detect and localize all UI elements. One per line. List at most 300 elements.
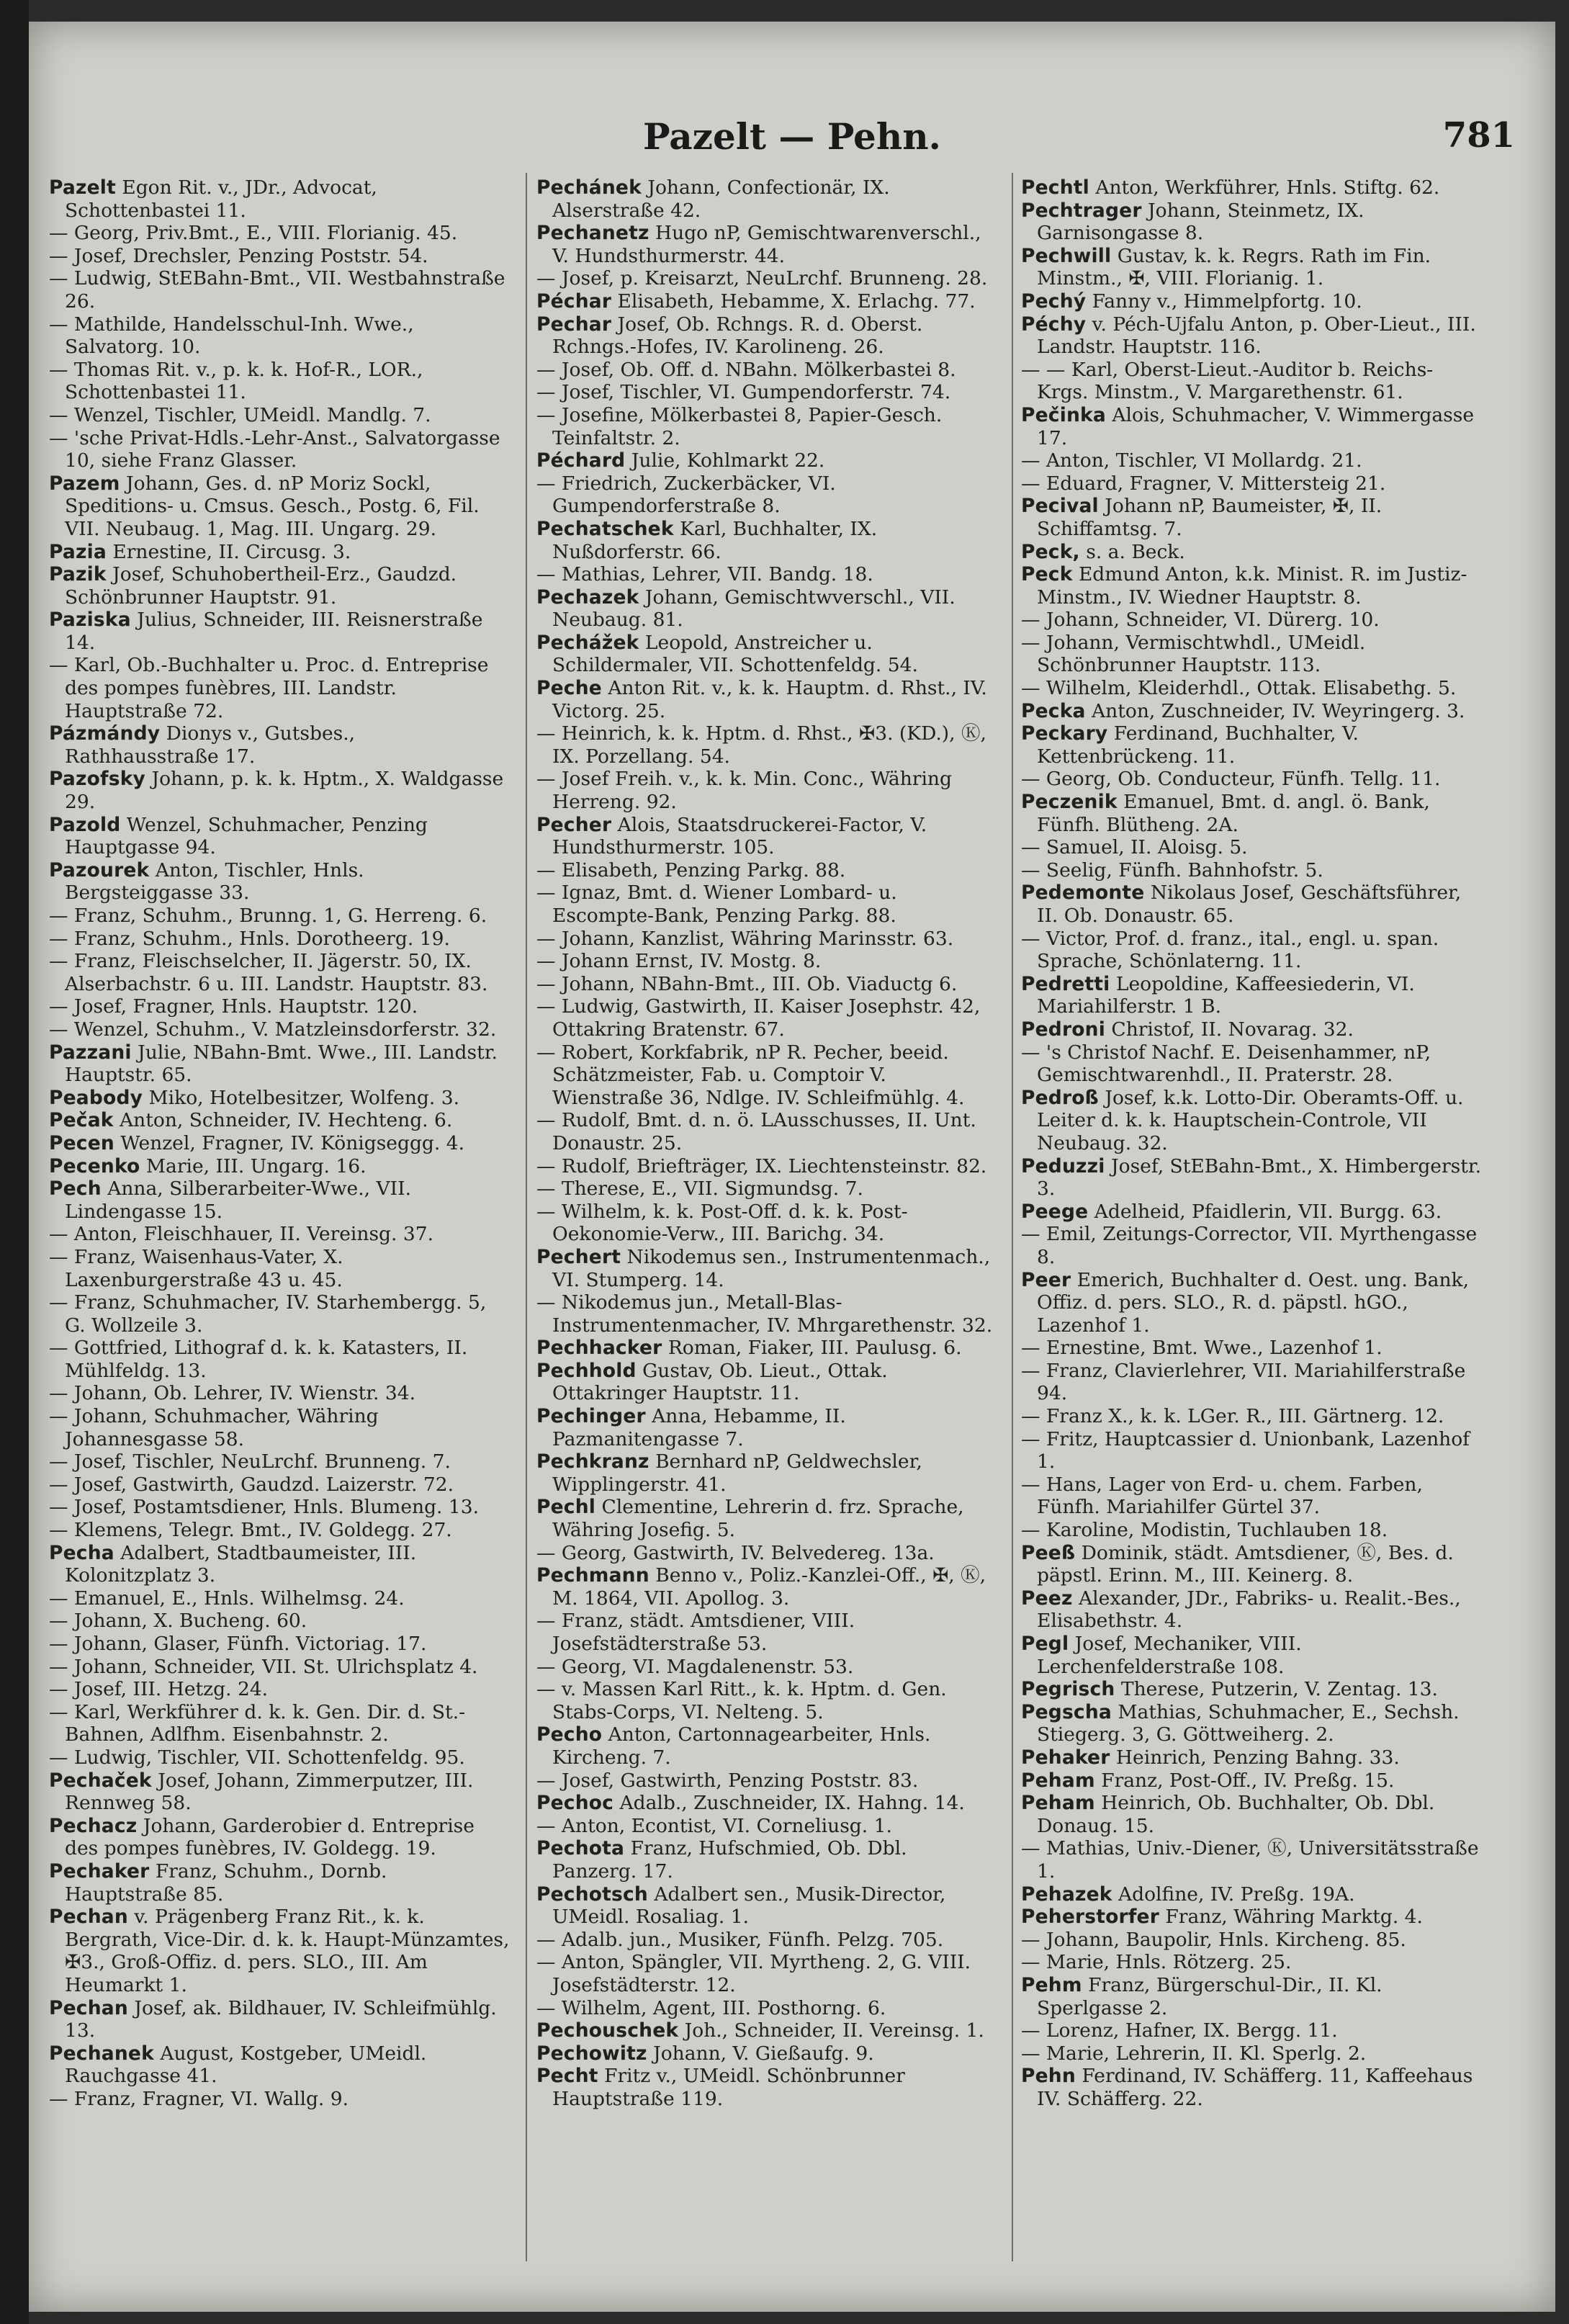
entry-surname: Pechánek <box>536 176 642 199</box>
directory-entry <box>536 2042 997 2065</box>
left-edge-shadow <box>0 0 29 2324</box>
directory-entry <box>1021 1041 1482 1087</box>
entry-details: Bernhard nP, Geldwechsler, Wipplingerstr. 41. <box>552 1450 922 1496</box>
entry-details: Roman, Fiaker, III. Paulusg. 6. <box>662 1337 962 1360</box>
entry-details: — Wilhelm, Kleiderhdl., Ottak. Elisabethg. 5. <box>1021 677 1457 700</box>
directory-entry <box>1021 881 1482 927</box>
entry-surname: Peherstorfer <box>1021 1906 1159 1929</box>
directory-entry <box>1021 1405 1482 1428</box>
entry-details: — Mathilde, Handelsschul-Inh. Wwe., Salvatorg. 10. <box>49 313 414 359</box>
directory-entry <box>49 1041 510 1087</box>
entry-details: Leopold, Anstreicher u. Schildermaler, VII. Schottenfeldg. 54. <box>552 631 918 677</box>
entry-surname: Pechoc <box>536 1792 614 1815</box>
directory-entry <box>536 518 997 563</box>
entry-surname: Pechotsch <box>536 1883 648 1906</box>
entry-details: — Robert, Korkfabrik, nP R. Pecher, beeid. Schätzmeister, Fab. u. Comptoir V. Wienstraße 36, Ndlge. IV. Schleifmühlg. 4. <box>536 1041 965 1109</box>
entry-surname: Peche <box>536 677 602 700</box>
directory-entry <box>1021 973 1482 1018</box>
entry-details: August, Kostgeber, UMeidl. Rauchgasse 41. <box>65 2042 427 2088</box>
entry-details: — Josef, III. Hetzg. 24. <box>49 1678 269 1701</box>
directory-entry <box>536 1997 997 2020</box>
directory-entry <box>49 928 510 951</box>
directory-entry <box>1021 1587 1482 1633</box>
directory-entry <box>1021 313 1482 359</box>
entry-surname: Pecher <box>536 813 612 836</box>
entry-details: — Johann, NBahn-Bmt., III. Ob. Viaductg 6. <box>536 972 958 995</box>
entry-details: — Johann, X. Bucheng. 60. <box>49 1610 307 1633</box>
directory-entry <box>1021 791 1482 836</box>
entry-details: — Johann, Schneider, VI. Dürerg. 10. <box>1021 609 1380 632</box>
entry-surname: Pegrisch <box>1021 1678 1115 1701</box>
entry-surname: Péchy <box>1021 313 1087 336</box>
entry-details: — Thomas Rit. v., p. k. k. Hof-R., LOR., Schottenbastei 11. <box>49 358 423 404</box>
directory-entry <box>1021 768 1482 791</box>
directory-entry <box>536 973 997 996</box>
directory-entry <box>536 313 997 359</box>
directory-entry <box>1021 1746 1482 1769</box>
directory-entry <box>536 2065 997 2110</box>
entry-details: — Therese, E., VII. Sigmundsg. 7. <box>536 1177 863 1201</box>
directory-entry <box>49 427 510 472</box>
entry-surname: Pechkranz <box>536 1450 649 1473</box>
entry-details: s. a. Beck. <box>1079 540 1185 563</box>
directory-entry <box>49 222 510 245</box>
directory-entry <box>1021 1473 1482 1519</box>
entry-details: Nikodemus sen., Instrumentenmach., VI. Stumperg. 14. <box>552 1245 991 1291</box>
directory-entry <box>49 359 510 404</box>
entry-details: Ferdinand, Buchhalter, V. Kettenbrückeng. 11. <box>1037 722 1359 768</box>
directory-entry <box>536 563 997 586</box>
column-left <box>49 176 510 2110</box>
entry-details: Alois, Staatsdruckerei-Factor, V. Hundsthurmerstr. 105. <box>552 813 927 859</box>
entry-details: — Wenzel, Schuhm., V. Matzleinsdorferstr. 32. <box>49 1018 497 1041</box>
entry-surname: Pedretti <box>1021 972 1110 995</box>
entry-details: Josef, Mechaniker, VIII. Lerchenfelderstraße 108. <box>1037 1633 1302 1678</box>
directory-entry <box>1021 1929 1482 1952</box>
entry-details: — Josef, Drechsler, Penzing Poststr. 54. <box>49 244 428 267</box>
directory-entry <box>1021 176 1482 199</box>
entry-surname: Pechaker <box>49 1859 150 1883</box>
entry-details: Josef, k.k. Lotto-Dir. Oberamts-Off. u. Leiter d. k. k. Hauptschein-Controle, VII Neubaug. 32. <box>1037 1086 1464 1154</box>
entry-surname: Pazzani <box>49 1041 132 1064</box>
entry-surname: Peer <box>1021 1268 1071 1291</box>
entry-surname: Pehaker <box>1021 1746 1110 1769</box>
directory-entry <box>1021 1201 1482 1224</box>
entry-surname: Pecen <box>49 1131 114 1154</box>
directory-entry <box>1021 1906 1482 1929</box>
entry-surname: Pechan <box>49 1996 128 2019</box>
directory-entry <box>49 245 510 268</box>
directory-entry <box>1021 1542 1482 1587</box>
entry-details: — Seelig, Fünfh. Bahnhofstr. 5. <box>1021 858 1323 881</box>
entry-details: — Ludwig, StEBahn-Bmt., VII. Westbahnstraße 26. <box>49 267 505 313</box>
directory-entry <box>1021 1087 1482 1155</box>
directory-entry <box>49 176 510 222</box>
directory-entry <box>1021 245 1482 290</box>
entry-surname: Peabody <box>49 1086 143 1109</box>
entry-details: Adelheid, Pfaidlerin, VII. Burgg. 63. <box>1088 1200 1442 1223</box>
entry-details: Franz, Hufschmied, Ob. Dbl. Panzerg. 17. <box>552 1837 907 1883</box>
directory-entry <box>1021 1769 1482 1793</box>
entry-details: Hugo nP, Gemischtwarenverschl., V. Hundsthurmerstr. 44. <box>552 222 981 267</box>
directory-entry <box>536 1360 997 1405</box>
entry-details: — Franz, Schuhm., Brunng. 1, G. Herreng. 6. <box>49 905 487 927</box>
directory-entry <box>536 768 997 813</box>
entry-details: v. Prägenberg Franz Rit., k. k. Bergrath, Vice-Dir. d. k. k. Haupt-Münzamtes, ✠3., Groß-Offiz. d. pers. SLO., III. Am Heumarkt 1. <box>65 1906 510 1996</box>
entry-surname: Peege <box>1021 1200 1089 1223</box>
entry-details: Karl, Buchhalter, IX. Nußdorferstr. 66. <box>552 517 878 563</box>
entry-details: Johann, Ges. d. nP Moriz Sockl, Speditions- u. Cmsus. Gesch., Postg. 6, Fil. VII. Neubaug. 1, Mag. III. Ungarg. 29. <box>65 472 480 540</box>
entry-details: — — Karl, Oberst-Lieut.-Auditor b. Reichs-Krgs. Minstm., V. Margarethenstr. 61. <box>1021 358 1434 404</box>
entry-details: — Ludwig, Tischler, VII. Schottenfeldg. 95. <box>49 1746 465 1769</box>
directory-entry <box>536 1837 997 1883</box>
entry-surname: Peham <box>1021 1769 1095 1792</box>
entry-details: — Klemens, Telegr. Bmt., IV. Goldegg. 27. <box>49 1519 452 1542</box>
entry-details: Johann, p. k. k. Hptm., X. Waldgasse 29. <box>65 768 504 814</box>
directory-entry <box>49 654 510 722</box>
entry-details: Clementine, Lehrerin d. frz. Sprache, Währing Josefig. 5. <box>552 1496 964 1542</box>
directory-entry <box>1021 495 1482 540</box>
entry-surname: Pechážek <box>536 631 639 654</box>
entry-details: — Ernestine, Bmt. Wwe., Lazenhof 1. <box>1021 1337 1383 1360</box>
directory-entry <box>1021 199 1482 245</box>
entry-surname: Paziska <box>49 609 131 632</box>
directory-entry <box>536 1815 997 1838</box>
entry-surname: Pechmann <box>536 1564 649 1587</box>
entry-details: Johann, Garderobier d. Entreprise des pompes funèbres, IV. Goldegg. 19. <box>65 1814 475 1860</box>
entry-details: Miko, Hotelbesitzer, Wolfeng. 3. <box>143 1086 460 1109</box>
directory-entry <box>536 1450 997 1496</box>
directory-entry <box>536 1291 997 1337</box>
entry-surname: Pechanetz <box>536 222 649 245</box>
directory-entry <box>536 1951 997 1996</box>
entry-details: — Franz X., k. k. LGer. R., III. Gärtnerg. 12. <box>1021 1405 1444 1428</box>
directory-entry <box>1021 836 1482 859</box>
entry-surname: Pechanek <box>49 2042 154 2065</box>
entry-details: — Georg, Priv.Bmt., E., VIII. Florianig. 45. <box>49 222 458 245</box>
entry-details: — Johann, Kanzlist, Währing Marinsstr. 63. <box>536 927 954 950</box>
entry-surname: Pecival <box>1021 495 1099 518</box>
entry-surname: Pechacz <box>49 1814 138 1837</box>
directory-entry <box>536 290 997 313</box>
entry-details: Fritz v., UMeidl. Schönbrunner Hauptstraße 119. <box>552 2065 905 2110</box>
entry-surname: Pechowitz <box>536 2042 647 2065</box>
directory-entry <box>49 1542 510 1587</box>
entry-details: — Friedrich, Zuckerbäcker, VI. Gumpendorferstraße 8. <box>536 472 836 518</box>
entry-surname: Peez <box>1021 1587 1073 1610</box>
entry-details: Anton, Zuschneider, IV. Weyringerg. 3. <box>1085 699 1465 722</box>
entry-details: — Franz, Schuhmacher, IV. Starhembergg. 5, G. Wollzeile 3. <box>49 1291 487 1337</box>
directory-entry <box>536 1723 997 1769</box>
entry-details: — Wilhelm, Agent, III. Posthorng. 6. <box>536 1996 886 2019</box>
directory-entry <box>1021 928 1482 973</box>
directory-entry <box>1021 2042 1482 2065</box>
directory-entry <box>536 267 997 290</box>
entry-surname: Pechhold <box>536 1359 637 1382</box>
entry-details: Joh., Schneider, II. Vereinsg. 1. <box>678 2019 984 2042</box>
directory-entry <box>49 1018 510 1041</box>
directory-entry <box>49 722 510 768</box>
entry-details: — Rudolf, Briefträger, IX. Liechtensteinstr. 82. <box>536 1154 987 1177</box>
entry-details: Wenzel, Schuhmacher, Penzing Hauptgasse 94. <box>65 813 428 859</box>
entry-details: — Johann, Schneider, VII. St. Ulrichsplatz 4. <box>49 1655 478 1678</box>
directory-entry <box>1021 1428 1482 1473</box>
directory-entry <box>1021 1223 1482 1268</box>
entry-details: Emerich, Buchhalter d. Oest. ung. Bank, Offiz. d. pers. SLO., R. d. päpstl. hGO., Lazenhof 1. <box>1037 1268 1470 1337</box>
directory-entry <box>536 1246 997 1291</box>
entry-details: Anna, Hebamme, II. Pazmanitengasse 7. <box>552 1405 846 1450</box>
directory-entry <box>49 950 510 995</box>
entry-details: — Johann, Schuhmacher, Währing Johannesgasse 58. <box>49 1405 379 1450</box>
column-right <box>1021 176 1482 2110</box>
directory-entry <box>536 1678 997 1723</box>
entry-surname: Pegscha <box>1021 1700 1112 1723</box>
directory-entry <box>49 1132 510 1155</box>
entry-surname: Pehn <box>1021 2065 1076 2088</box>
entry-surname: Pecht <box>536 2065 598 2088</box>
entry-details: Josef, Johann, Zimmerputzer, III. Rennweg 58. <box>65 1769 474 1815</box>
entry-details: — Elisabeth, Penzing Parkg. 88. <box>536 858 846 881</box>
entry-surname: Pechtrager <box>1021 199 1142 222</box>
entry-surname: Pechinger <box>536 1405 646 1428</box>
entry-details: — Johann, Baupolir, Hnls. Kircheng. 85. <box>1021 1928 1406 1951</box>
directory-entry <box>1021 1337 1482 1360</box>
entry-details: Dionys v., Gutsbes., Rathhausstraße 17. <box>65 722 356 768</box>
directory-entry <box>536 404 997 449</box>
entry-surname: Pazelt <box>49 176 116 199</box>
directory-entry <box>49 1155 510 1178</box>
directory-entry <box>49 2088 510 2111</box>
directory-entry <box>1021 1633 1482 1678</box>
entry-details: Leopoldine, Kaffeesiederin, VI. Mariahilferstr. 1 B. <box>1037 972 1415 1018</box>
entry-details: — Mathias, Lehrer, VII. Bandg. 18. <box>536 563 873 586</box>
directory-entry <box>49 859 510 905</box>
directory-entry <box>536 1792 997 1815</box>
entry-surname: Pechota <box>536 1837 625 1860</box>
entry-surname: Pecho <box>536 1723 603 1746</box>
directory-entry <box>1021 609 1482 632</box>
directory-entry <box>536 1155 997 1178</box>
entry-details: Julie, NBahn-Bmt. Wwe., III. Landstr. Hauptstr. 65. <box>65 1041 498 1087</box>
directory-entry <box>49 814 510 859</box>
entry-surname: Peduzzi <box>1021 1154 1105 1177</box>
directory-entry <box>49 1633 510 1656</box>
directory-entry <box>1021 290 1482 313</box>
entry-surname: Pechar <box>536 313 612 336</box>
entry-surname: Pechtl <box>1021 176 1089 199</box>
entry-details: — v. Massen Karl Ritt., k. k. Hptm. d. Gen. Stabs-Corps, VI. Nelteng. 5. <box>536 1678 947 1723</box>
directory-entry <box>536 881 997 927</box>
entry-details: — Samuel, II. Aloisg. 5. <box>1021 836 1248 859</box>
entry-details: Adalb., Zuschneider, IX. Hahng. 14. <box>613 1792 965 1815</box>
entry-surname: Pechatschek <box>536 517 674 540</box>
entry-details: — Eduard, Fragner, V. Mittersteig 21. <box>1021 472 1386 495</box>
entry-details: — Josef, Ob. Off. d. NBahn. Mölkerbastei 8. <box>536 358 956 381</box>
directory-entry <box>536 722 997 768</box>
running-head: Pazelt — Pehn. <box>643 115 941 158</box>
directory-entry <box>49 1997 510 2042</box>
directory-entry <box>49 1519 510 1542</box>
entry-surname: Peck, <box>1021 540 1080 563</box>
directory-entry <box>536 1201 997 1246</box>
directory-entry <box>49 1701 510 1746</box>
directory-entry <box>536 1883 997 1929</box>
directory-entry <box>49 1382 510 1405</box>
entry-details: Johann, Confectionär, IX. Alserstraße 42. <box>552 176 890 222</box>
directory-entry <box>536 1929 997 1952</box>
directory-entry <box>1021 1360 1482 1405</box>
directory-entry <box>1021 1792 1482 1837</box>
directory-entry <box>536 2019 997 2042</box>
directory-entry <box>536 1337 997 1360</box>
entry-details: Ferdinand, IV. Schäfferg. 11, Kaffeehaus IV. Schäfferg. 22. <box>1037 2065 1473 2110</box>
directory-entry <box>1021 632 1482 677</box>
entry-surname: Pehm <box>1021 1973 1082 1996</box>
entry-surname: Pedroni <box>1021 1018 1105 1041</box>
directory-entry <box>1021 449 1482 472</box>
entry-details: Ernestine, II. Circusg. 3. <box>106 540 351 563</box>
directory-entry <box>536 1542 997 1565</box>
entry-details: Franz, Bürgerschul-Dir., II. Kl. Sperlgasse 2. <box>1037 1973 1383 2019</box>
directory-entry <box>1021 359 1482 404</box>
entry-details: Franz, Währing Marktg. 4. <box>1159 1906 1423 1929</box>
entry-details: — Nikodemus jun., Metall-Blas-Instrumentenmacher, IV. Mhrgarethenstr. 32. <box>536 1291 993 1337</box>
directory-entry <box>536 472 997 518</box>
directory-entry <box>1021 2065 1482 2110</box>
entry-details: Wenzel, Fragner, IV. Königseggg. 4. <box>114 1131 465 1154</box>
entry-surname: Pazik <box>49 563 107 586</box>
entry-details: — Anton, Econtist, VI. Corneliusg. 1. <box>536 1814 892 1837</box>
directory-entry <box>49 404 510 427</box>
entry-details: — Franz, Fragner, VI. Wallg. 9. <box>49 2087 349 2110</box>
directory-entry <box>536 995 997 1041</box>
directory-entry <box>536 859 997 882</box>
entry-details: — 's Christof Nachf. E. Deisenhammer, nP, Gemischtwarenhdl., II. Praterstr. 28. <box>1021 1041 1431 1087</box>
directory-entry <box>536 381 997 404</box>
directory-entry <box>536 176 997 222</box>
entry-details: Josef, Schuhobertheil-Erz., Gaudzd. Schönbrunner Hauptstr. 91. <box>65 563 457 609</box>
entry-details: — Franz, Schuhm., Hnls. Dorotheerg. 19. <box>49 927 450 950</box>
entry-details: — Emanuel, E., Hnls. Wilhelmsg. 24. <box>49 1587 405 1610</box>
entry-details: Franz, Schuhm., Dornb. Hauptstraße 85. <box>65 1859 387 1906</box>
directory-entry <box>49 1473 510 1497</box>
directory-entry <box>49 1906 510 1996</box>
directory-entry <box>1021 1701 1482 1746</box>
directory-entry <box>49 1337 510 1382</box>
directory-entry <box>536 1496 997 1541</box>
entry-details: v. Péch-Ujfalu Anton, p. Ober-Lieut., III. Landstr. Hauptstr. 116. <box>1037 313 1476 359</box>
entry-surname: Pázmándy <box>49 722 161 745</box>
directory-entry <box>49 1746 510 1769</box>
entry-details: Adalbert sen., Musik-Director, UMeidl. Rosaliag. 1. <box>552 1883 946 1929</box>
directory-entry <box>1021 859 1482 882</box>
directory-entry <box>49 313 510 359</box>
entry-surname: Pecka <box>1021 699 1086 722</box>
entry-details: — Karoline, Modistin, Tuchlauben 18. <box>1021 1519 1388 1542</box>
entry-details: — Emil, Zeitungs-Corrector, VII. Myrthengasse 8. <box>1021 1223 1478 1268</box>
entry-surname: Pechan <box>49 1906 128 1929</box>
directory-entry <box>1021 1678 1482 1701</box>
directory-entry <box>49 1678 510 1701</box>
entry-details: Johann nP, Baumeister, ✠, II. Schiffamtsg. 7. <box>1037 495 1383 540</box>
directory-entry <box>1021 1519 1482 1542</box>
entry-surname: Pecha <box>49 1541 114 1564</box>
directory-entry <box>536 928 997 951</box>
entry-details: — Georg, Gastwirth, IV. Belvedereg. 13a. <box>536 1541 935 1564</box>
entry-details: — Karl, Werkführer d. k. k. Gen. Dir. d. St.-Bahnen, Adlfhm. Eisenbahnstr. 2. <box>49 1700 466 1746</box>
entry-details: Josef, StEBahn-Bmt., X. Himbergerstr. 3. <box>1037 1154 1482 1201</box>
entry-surname: Pečak <box>49 1109 114 1132</box>
directory-entry <box>536 677 997 722</box>
directory-entry <box>49 1109 510 1132</box>
directory-entry <box>49 768 510 813</box>
directory-entry <box>49 1223 510 1246</box>
entry-details: Nikolaus Josef, Geschäftsführer, II. Ob. Donaustr. 65. <box>1037 881 1462 927</box>
directory-entry <box>1021 1883 1482 1906</box>
page-number: 781 <box>1442 115 1515 156</box>
entry-surname: Pazem <box>49 472 120 495</box>
directory-entry <box>1021 2019 1482 2042</box>
entry-surname: Pechý <box>1021 290 1087 313</box>
entry-surname: Pechert <box>536 1245 621 1268</box>
directory-entry <box>49 609 510 654</box>
entry-details: Elisabeth, Hebamme, X. Erlachg. 77. <box>611 290 976 313</box>
entry-details: Anton Rit. v., k. k. Hauptm. d. Rhst., IV. Victorg. 25. <box>552 677 987 722</box>
entry-details: Christof, II. Novarag. 32. <box>1105 1018 1354 1041</box>
entry-details: — Josef, Gastwirth, Gaudzd. Laizerstr. 72. <box>49 1473 454 1496</box>
entry-details: — Karl, Ob.-Buchhalter u. Proc. d. Entreprise des pompes funèbres, III. Landstr. Hauptstraße 72. <box>49 654 489 722</box>
column-divider-1 <box>526 173 527 2261</box>
entry-details: Julie, Kohlmarkt 22. <box>625 449 825 472</box>
entry-details: Josef, ak. Bildhauer, IV. Schleifmühlg. 13. <box>65 1996 497 2042</box>
directory-entry <box>1021 472 1482 495</box>
entry-details: — Wenzel, Tischler, UMeidl. Mandlg. 7. <box>49 403 431 426</box>
entry-details: — Anton, Tischler, VI Mollardg. 21. <box>1021 449 1362 472</box>
entry-details: Adolfine, IV. Preßg. 19A. <box>1112 1883 1355 1906</box>
directory-entry <box>49 1450 510 1473</box>
entry-surname: Péchard <box>536 449 626 472</box>
entry-details: Therese, Putzerin, V. Zentag. 13. <box>1115 1678 1438 1701</box>
directory-entry <box>49 1610 510 1633</box>
entry-details: Johann, Gemischtwverschl., VII. Neubaug. 81. <box>552 586 956 632</box>
page-header <box>29 115 1555 180</box>
directory-entry <box>49 1177 510 1223</box>
entry-details: — Franz, Clavierlehrer, VII. Mariahilferstraße 94. <box>1021 1359 1466 1405</box>
directory-entry <box>49 1496 510 1519</box>
entry-details: — Josef, p. Kreisarzt, NeuLrchf. Brunneng. 28. <box>536 267 988 290</box>
entry-details: — Adalb. jun., Musiker, Fünfh. Pelzg. 705. <box>536 1928 944 1951</box>
entry-surname: Peeß <box>1021 1541 1076 1564</box>
entry-details: — Johann, Glaser, Fünfh. Victoriag. 17. <box>49 1633 427 1655</box>
directory-entry <box>1021 722 1482 768</box>
entry-details: — Mathias, Univ.-Diener, Ⓚ, Universitätsstraße 1. <box>1021 1837 1479 1883</box>
directory-entry <box>1021 541 1482 564</box>
directory-entry <box>49 1769 510 1815</box>
entry-details: Emanuel, Bmt. d. angl. ö. Bank, Fünfh. Blütheng. 2A. <box>1037 791 1430 836</box>
entry-details: — Josef, Tischler, NeuLrchf. Brunneng. 7. <box>49 1450 451 1473</box>
entry-details: — Ludwig, Gastwirth, II. Kaiser Josephstr. 42, Ottakring Bratenstr. 67. <box>536 995 981 1041</box>
entry-surname: Pazourek <box>49 858 150 881</box>
entry-surname: Pech <box>49 1177 102 1201</box>
entry-details: — Lorenz, Hafner, IX. Bergg. 11. <box>1021 2019 1338 2042</box>
entry-details: — Heinrich, k. k. Hptm. d. Rhst., ✠3. (KD.), Ⓚ, IX. Porzellang. 54. <box>536 722 986 768</box>
directory-entry <box>536 1177 997 1201</box>
directory-entry <box>536 449 997 472</box>
directory-entry <box>1021 700 1482 723</box>
entry-details: — Johann Ernst, IV. Mostg. 8. <box>536 950 822 973</box>
entry-surname: Pečinka <box>1021 403 1106 426</box>
entry-details: — Marie, Hnls. Rötzerg. 25. <box>1021 1951 1292 1974</box>
